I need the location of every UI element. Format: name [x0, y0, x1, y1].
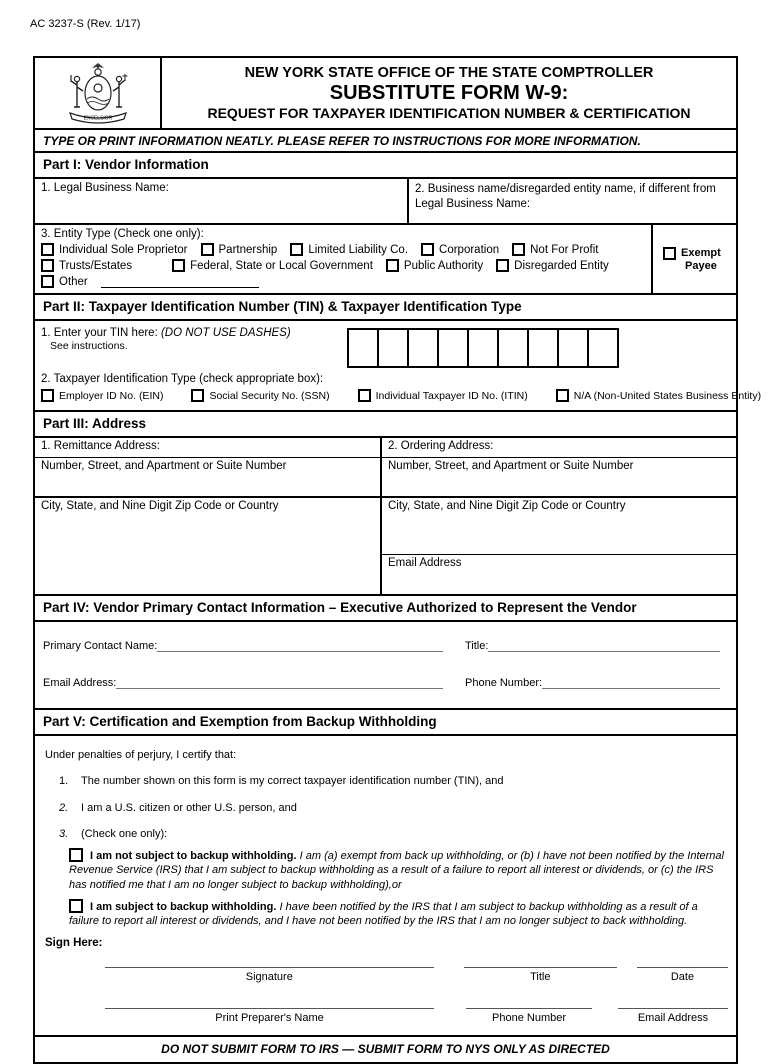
checkbox-partnership[interactable]: [201, 243, 214, 256]
exempt-payee-label-2: Payee: [685, 259, 717, 272]
entity-options-row3: [41, 275, 645, 288]
cert-item-1: [59, 774, 728, 788]
nys-seal-icon: [48, 61, 148, 125]
form-subtitle: REQUEST FOR TAXPAYER IDENTIFICATION NUMBER & CERTIFICATION: [207, 105, 691, 122]
cert-item-1-text: The number shown on this form is my correct taxpayer identification number (TIN), and: [81, 775, 504, 788]
label-ssn: Social Security No. (SSN): [209, 389, 330, 402]
remittance-street-label: Number, Street, and Apartment or Suite Number: [41, 460, 287, 472]
checkbox-not-subject-backup-withholding[interactable]: [69, 848, 83, 862]
checkbox-federal-state-local-government[interactable]: [172, 259, 185, 272]
instructions-tagline: TYPE OR PRINT INFORMATION NEATLY. PLEASE REFER TO INSTRUCTIONS FOR MORE INFORMATION.: [35, 130, 736, 153]
sign-phone-input[interactable]: [466, 1008, 592, 1009]
label-other: Other: [59, 275, 88, 288]
address-grid: [35, 438, 736, 596]
sign-title-input[interactable]: [464, 967, 617, 968]
contact-phone-input[interactable]: [542, 676, 720, 689]
title-cell: [162, 58, 736, 128]
part2-header: Part II: Taxpayer Identification Number (TIN) & Taxpayer Identification Type: [35, 295, 736, 321]
label-limited-liability-co: Limited Liability Co.: [308, 243, 409, 256]
form-title: SUBSTITUTE FORM W-9:: [329, 82, 569, 105]
checkbox-individual-sole-proprietor[interactable]: [41, 243, 54, 256]
seal-cell: [35, 58, 162, 128]
label-na-non-us: N/A (Non-United States Business Entity): [573, 389, 762, 402]
checkbox-ssn[interactable]: [191, 389, 204, 402]
ordering-city-label: City, State, and Nine Digit Zip Code or Country: [388, 500, 626, 512]
certification-block: [35, 736, 736, 1035]
cert-item-2-number: 2.: [59, 801, 69, 814]
entity-options-row2: [41, 259, 645, 272]
part3-header: Part III: Address: [35, 412, 736, 438]
tin-input-boxes: [347, 328, 619, 368]
remittance-street-input[interactable]: [35, 458, 380, 498]
checkbox-exempt-payee[interactable]: [663, 247, 676, 260]
checkbox-ein[interactable]: [41, 389, 54, 402]
subject-withholding-paragraph: [69, 899, 724, 929]
tin-box-9[interactable]: [587, 328, 619, 368]
contact-title-input[interactable]: [488, 639, 720, 652]
not-subject-italic-text: I am (a) exempt from back up withholding, or (b) I have not been notified by the Internal Revenue Service (IRS) that I am subject to backup withholding as a result of a failure to report all interest or dividends, or (c) the IRS has notified me that I am no longer subject to backup withholding),or: [69, 850, 724, 891]
ordering-email-label: Email Address: [388, 557, 462, 569]
subject-italic-text: I have been notified by the IRS that I am subject to backup withholding as a result of a failure to report all interest or dividends, and I have not been notified by the IRS that I am no longer subject to back withholding.: [69, 901, 698, 928]
other-entity-input[interactable]: [101, 276, 259, 288]
ordering-address-label: 2. Ordering Address:: [382, 438, 736, 458]
exempt-payee-label-1: Exempt: [681, 247, 721, 259]
remittance-city-input[interactable]: [35, 498, 380, 594]
tin-box-5[interactable]: [467, 328, 499, 368]
tin-box-8[interactable]: [557, 328, 589, 368]
checkbox-trusts-estates[interactable]: [41, 259, 54, 272]
sign-phone-label: Phone Number: [492, 1011, 567, 1024]
tin-type-label: 2. Taxpayer Identification Type (check appropriate box):: [41, 373, 324, 385]
label-federal-state-local-government: Federal, State or Local Government: [190, 259, 373, 272]
contact-email-label: Email Address:: [43, 677, 117, 689]
not-subject-withholding-paragraph: [69, 848, 724, 892]
sign-here-label: Sign Here:: [45, 936, 103, 949]
sign-date-label: Date: [670, 970, 695, 983]
form-number: AC 3237-S (Rev. 1/17): [30, 18, 141, 30]
primary-contact-name-label: Primary Contact Name:: [43, 640, 158, 652]
tin-label: 1. Enter your TIN here:: [41, 327, 158, 339]
sign-date-input[interactable]: [637, 967, 728, 968]
preparer-name-label: Print Preparer's Name: [215, 1011, 324, 1024]
remittance-city-label: City, State, and Nine Digit Zip Code or Country: [41, 500, 279, 512]
cert-item-1-number: 1.: [59, 775, 69, 788]
part4-header: Part IV: Vendor Primary Contact Information – Executive Authorized to Represent the Vendor: [35, 596, 736, 622]
checkbox-subject-backup-withholding[interactable]: [69, 899, 83, 913]
signature-row-1: [43, 967, 728, 984]
form-header: [35, 58, 736, 130]
cert-item-3-text: (Check one only):: [81, 827, 168, 840]
not-subject-bold-text: I am not subject to backup withholding.: [90, 850, 297, 863]
tin-box-6[interactable]: [497, 328, 529, 368]
contact-title-label: Title:: [465, 640, 489, 652]
legal-business-name-input[interactable]: [35, 179, 409, 223]
checkbox-not-for-profit[interactable]: [512, 243, 525, 256]
certification-intro: Under penalties of perjury, I certify that:: [45, 749, 237, 761]
tin-type-options: [41, 389, 762, 402]
tin-box-3[interactable]: [407, 328, 439, 368]
contact-block: [35, 622, 736, 710]
name-row: [35, 179, 736, 225]
sign-title-label: Title: [530, 970, 551, 983]
signature-row-2: [43, 1008, 728, 1025]
entity-type-label: 3. Entity Type (Check one only):: [41, 228, 204, 240]
entity-type-row: [35, 225, 736, 295]
cert-item-2: [59, 801, 728, 815]
tin-box-7[interactable]: [527, 328, 559, 368]
tin-box-2[interactable]: [377, 328, 409, 368]
ordering-address-column: [382, 438, 736, 594]
ordering-email-input[interactable]: [382, 555, 736, 594]
label-corporation: Corporation: [439, 243, 500, 256]
label-public-authority: Public Authority: [403, 259, 484, 272]
checkbox-itin[interactable]: [358, 389, 371, 402]
agency-name: NEW YORK STATE OFFICE OF THE STATE COMPTROLLER: [244, 65, 654, 82]
label-trusts-estates: Trusts/Estates: [59, 259, 133, 272]
contact-phone-label: Phone Number:: [465, 677, 543, 689]
disregarded-entity-name-label: 2. Business name/disregarded entity name, if different from Legal Business Name:: [415, 183, 716, 210]
checkbox-public-authority[interactable]: [386, 259, 399, 272]
do-not-submit-notice: DO NOT SUBMIT FORM TO IRS — SUBMIT FORM TO NYS ONLY AS DIRECTED: [35, 1035, 736, 1062]
label-not-for-profit: Not For Profit: [530, 243, 599, 256]
w9-form: [33, 56, 762, 1064]
tin-box-4[interactable]: [437, 328, 469, 368]
ordering-street-input[interactable]: [382, 458, 736, 498]
label-ein: Employer ID No. (EIN): [59, 389, 164, 402]
cert-item-3: [59, 827, 728, 841]
part5-header: Part V: Certification and Exemption from Backup Withholding: [35, 710, 736, 736]
entity-type-section: [35, 225, 651, 293]
exempt-payee-cell: [651, 225, 736, 293]
ordering-street-label: Number, Street, and Apartment or Suite Number: [388, 460, 634, 472]
checkbox-disregarded-entity[interactable]: [496, 259, 509, 272]
checkbox-limited-liability-co[interactable]: [290, 243, 303, 256]
checkbox-na-non-us[interactable]: [556, 389, 569, 402]
primary-contact-name-input[interactable]: [157, 639, 443, 652]
sign-email-label: Email Address: [637, 1011, 709, 1024]
ordering-city-input[interactable]: [382, 498, 736, 555]
sign-email-input[interactable]: [618, 1008, 728, 1009]
signature-input[interactable]: [105, 967, 434, 968]
tin-label-block: [41, 327, 343, 368]
contact-email-input[interactable]: [116, 676, 443, 689]
part1-header: Part I: Vendor Information: [35, 153, 736, 179]
cert-item-3-number: 3.: [59, 827, 69, 840]
tin-box-1[interactable]: [347, 328, 379, 368]
label-disregarded-entity: Disregarded Entity: [514, 259, 609, 272]
checkbox-other[interactable]: [41, 275, 54, 288]
checkbox-corporation[interactable]: [421, 243, 434, 256]
entity-options-row1: [41, 243, 645, 256]
tin-no-dashes-note: (DO NOT USE DASHES): [160, 327, 291, 339]
tin-row: [35, 321, 736, 370]
legal-business-name-label: 1. Legal Business Name:: [41, 182, 169, 194]
label-individual-sole-proprietor: Individual Sole Proprietor: [59, 243, 188, 256]
label-partnership: Partnership: [218, 243, 278, 256]
preparer-name-input[interactable]: [105, 1008, 434, 1009]
disregarded-entity-name-input[interactable]: [409, 179, 736, 223]
remittance-address-label: 1. Remittance Address:: [35, 438, 380, 458]
signature-label: Signature: [245, 970, 293, 983]
seal-motto-text: EXCELSIOR: [83, 115, 112, 122]
cert-item-2-text: I am a U.S. citizen or other U.S. person, and: [81, 801, 297, 814]
tin-see-instructions: See instructions.: [50, 340, 128, 352]
remittance-address-column: [35, 438, 382, 594]
tin-type-block: [35, 370, 762, 412]
label-itin: Individual Taxpayer ID No. (ITIN): [375, 389, 528, 402]
subject-bold-text: I am subject to backup withholding.: [90, 901, 277, 914]
